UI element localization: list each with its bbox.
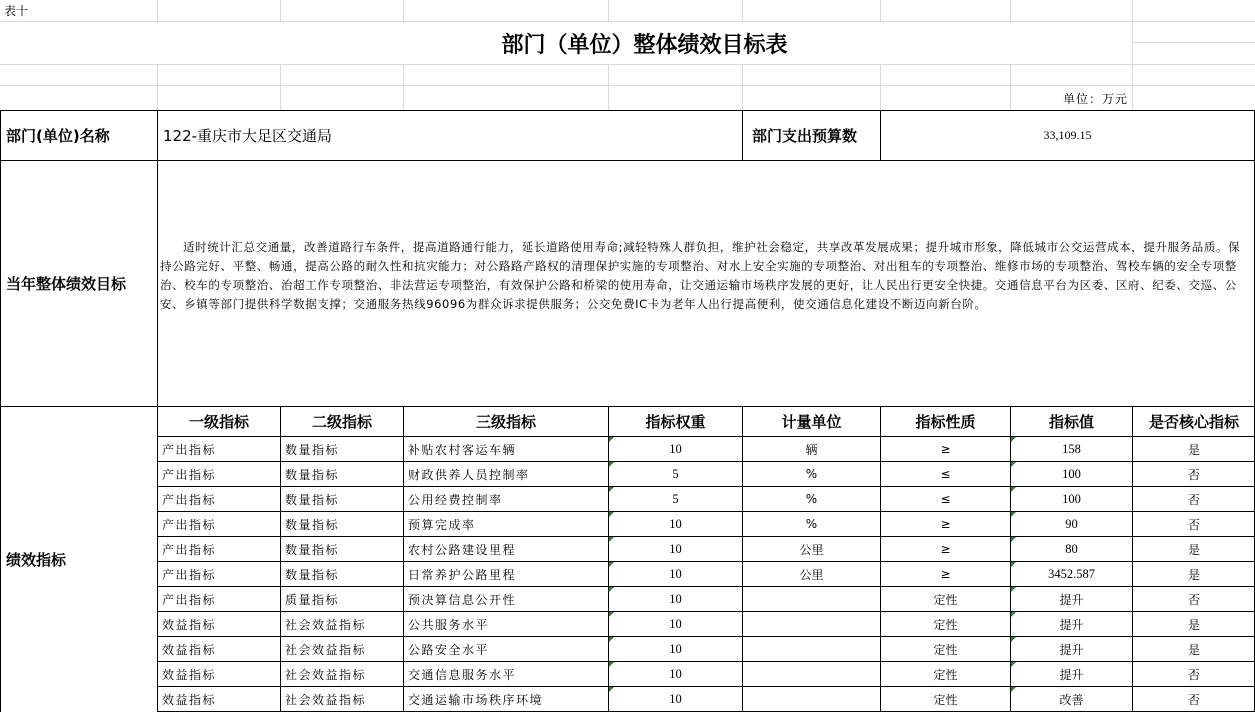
column-header-unit: 计量单位: [781, 413, 842, 431]
cell-nature[interactable]: ≥: [940, 442, 951, 456]
cell-value[interactable]: 80: [1011, 537, 1132, 561]
cell-weight[interactable]: 10: [609, 437, 742, 461]
budget-value[interactable]: 33,109.15: [1043, 128, 1092, 142]
budget-label: 部门支出预算数: [752, 127, 858, 145]
cell-value[interactable]: 改善: [1011, 687, 1132, 711]
column-header-level2: 二级指标: [311, 413, 372, 431]
cell-level3[interactable]: 公用经费控制率: [408, 492, 503, 507]
cell-level1[interactable]: 产出指标: [162, 467, 217, 482]
cell-level1[interactable]: 效益指标: [162, 692, 217, 707]
cell-core[interactable]: 否: [1187, 517, 1200, 532]
cell-level1[interactable]: 效益指标: [162, 667, 217, 682]
cell-level1[interactable]: 产出指标: [162, 592, 217, 607]
cell-nature[interactable]: ≥: [940, 542, 951, 556]
cell-value[interactable]: 100: [1011, 462, 1132, 486]
annual-goal-label: 当年整体绩效目标: [6, 275, 127, 293]
cell-level3[interactable]: 交通信息服务水平: [408, 667, 517, 682]
cell-nature[interactable]: ≥: [940, 567, 951, 581]
cell-unit[interactable]: [743, 662, 880, 686]
column-header-value: 指标值: [1048, 413, 1094, 431]
cell-level2[interactable]: 数量指标: [285, 492, 340, 507]
unit-label: 单位：万元: [1062, 91, 1128, 106]
cell-value[interactable]: 90: [1011, 512, 1132, 536]
cell-weight[interactable]: 10: [609, 612, 742, 636]
cell-level2[interactable]: 质量指标: [285, 592, 340, 607]
cell-level2[interactable]: 社会效益指标: [285, 617, 367, 632]
cell-level2[interactable]: 数量指标: [285, 517, 340, 532]
cell-level3[interactable]: 日常养护公路里程: [408, 567, 517, 582]
cell-unit[interactable]: [743, 637, 880, 661]
performance-indicators-label: 绩效指标: [6, 551, 67, 569]
cell-value[interactable]: 提升: [1011, 587, 1132, 611]
cell-nature[interactable]: ≤: [940, 492, 951, 506]
table-label: 表十: [4, 4, 29, 18]
cell-level1[interactable]: 产出指标: [162, 542, 217, 557]
cell-level1[interactable]: 产出指标: [162, 492, 217, 507]
cell-level1[interactable]: 效益指标: [162, 642, 217, 657]
cell-weight[interactable]: 10: [609, 537, 742, 561]
cell-nature[interactable]: 定性: [933, 592, 958, 607]
cell-level2[interactable]: 数量指标: [285, 542, 340, 557]
cell-value[interactable]: 3452.587: [1011, 562, 1132, 586]
cell-level2[interactable]: 数量指标: [285, 567, 340, 582]
page-title: 部门（单位）整体绩效目标表: [501, 32, 788, 58]
cell-level2[interactable]: 社会效益指标: [285, 667, 367, 682]
cell-unit[interactable]: %: [805, 467, 818, 481]
cell-unit[interactable]: 辆: [805, 442, 818, 457]
cell-core[interactable]: 是: [1187, 567, 1200, 582]
cell-level1[interactable]: 效益指标: [162, 617, 217, 632]
cell-level3[interactable]: 农村公路建设里程: [408, 542, 517, 557]
cell-core[interactable]: 是: [1187, 617, 1200, 632]
cell-weight[interactable]: 10: [609, 687, 742, 711]
cell-level3[interactable]: 财政供养人员控制率: [408, 467, 530, 482]
cell-value[interactable]: 158: [1011, 437, 1132, 461]
column-header-level1: 一级指标: [188, 413, 249, 431]
cell-unit[interactable]: %: [805, 492, 818, 506]
cell-nature[interactable]: ≥: [940, 517, 951, 531]
cell-value[interactable]: 提升: [1011, 637, 1132, 661]
cell-weight[interactable]: 5: [609, 462, 742, 486]
cell-level2[interactable]: 社会效益指标: [285, 642, 367, 657]
cell-weight[interactable]: 10: [609, 562, 742, 586]
cell-level2[interactable]: 数量指标: [285, 442, 340, 457]
cell-core[interactable]: 否: [1187, 467, 1200, 482]
column-header-level3: 三级指标: [475, 413, 536, 431]
annual-goal-text[interactable]: 适时统计汇总交通量，改善道路行车条件，提高道路通行能力，延长道路使用寿命;减轻特殊人群负担，维护社会稳定，共享改革发展成果；提升城市形象，降低城市公交运营成本，提升服务品质。保持公路完好、平整、畅通，提高公路的耐久性和抗灾能力；对公路路产路权的清理保护实施的专项整治、对水上安全实施的专项整治、对出租车的专项整治、维修市场的专项整治、驾校车辆的安全专项整治、校车的专项整治、治超工作专项整治、非法营运专项整治，有效保护公路和桥梁的使用寿命，让交通运输市场秩序发展的更好，让人民出行更安全快捷。交通信息平台为区委、区府、纪委、交巡、公安、乡镇等部门提供科学数据支撑；交通服务热线96096为群众诉求提供服务；公交免费IC卡为老年人出行提高便利，使交通信息化建设不断迈向新台阶。: [160, 240, 1241, 311]
cell-unit[interactable]: 公里: [799, 567, 824, 582]
cell-core[interactable]: 是: [1187, 442, 1200, 457]
cell-nature[interactable]: 定性: [933, 642, 958, 657]
cell-nature[interactable]: ≤: [940, 467, 951, 481]
cell-level3[interactable]: 预决算信息公开性: [408, 592, 517, 607]
cell-weight[interactable]: 10: [609, 662, 742, 686]
column-header-nature: 指标性质: [915, 413, 976, 431]
cell-unit[interactable]: [743, 587, 880, 611]
cell-weight[interactable]: 10: [609, 637, 742, 661]
cell-core[interactable]: 否: [1187, 592, 1200, 607]
dept-name-label: 部门(单位)名称: [6, 127, 110, 145]
cell-value[interactable]: 提升: [1011, 612, 1132, 636]
cell-level2[interactable]: 社会效益指标: [285, 692, 367, 707]
cell-core[interactable]: 是: [1187, 642, 1200, 657]
cell-unit[interactable]: [743, 612, 880, 636]
cell-level3[interactable]: 预算完成率: [408, 517, 476, 532]
cell-level1[interactable]: 产出指标: [162, 517, 217, 532]
cell-weight[interactable]: 10: [609, 587, 742, 611]
cell-nature[interactable]: 定性: [933, 667, 958, 682]
column-header-core: 是否核心指标: [1148, 413, 1239, 431]
cell-level2[interactable]: 数量指标: [285, 467, 340, 482]
cell-level3[interactable]: 补贴农村客运车辆: [408, 442, 517, 457]
cell-nature[interactable]: 定性: [933, 692, 958, 707]
cell-level1[interactable]: 产出指标: [162, 567, 217, 582]
cell-unit[interactable]: [743, 687, 880, 711]
cell-nature[interactable]: 定性: [933, 617, 958, 632]
cell-core[interactable]: 否: [1187, 692, 1200, 707]
cell-core[interactable]: 否: [1187, 667, 1200, 682]
cell-level3[interactable]: 公共服务水平: [408, 617, 490, 632]
dept-name-value[interactable]: 122-重庆市大足区交通局: [163, 127, 333, 145]
cell-level1[interactable]: 产出指标: [162, 442, 217, 457]
cell-core[interactable]: 是: [1187, 542, 1200, 557]
column-header-weight: 指标权重: [645, 413, 706, 431]
cell-weight[interactable]: 5: [609, 487, 742, 511]
cell-weight[interactable]: 10: [609, 512, 742, 536]
cell-value[interactable]: 提升: [1011, 662, 1132, 686]
cell-unit[interactable]: 公里: [799, 542, 824, 557]
cell-value[interactable]: 100: [1011, 487, 1132, 511]
cell-level3[interactable]: 公路安全水平: [408, 642, 490, 657]
cell-core[interactable]: 否: [1187, 492, 1200, 507]
cell-unit[interactable]: %: [805, 517, 818, 531]
cell-level3[interactable]: 交通运输市场秩序环境: [408, 692, 544, 707]
